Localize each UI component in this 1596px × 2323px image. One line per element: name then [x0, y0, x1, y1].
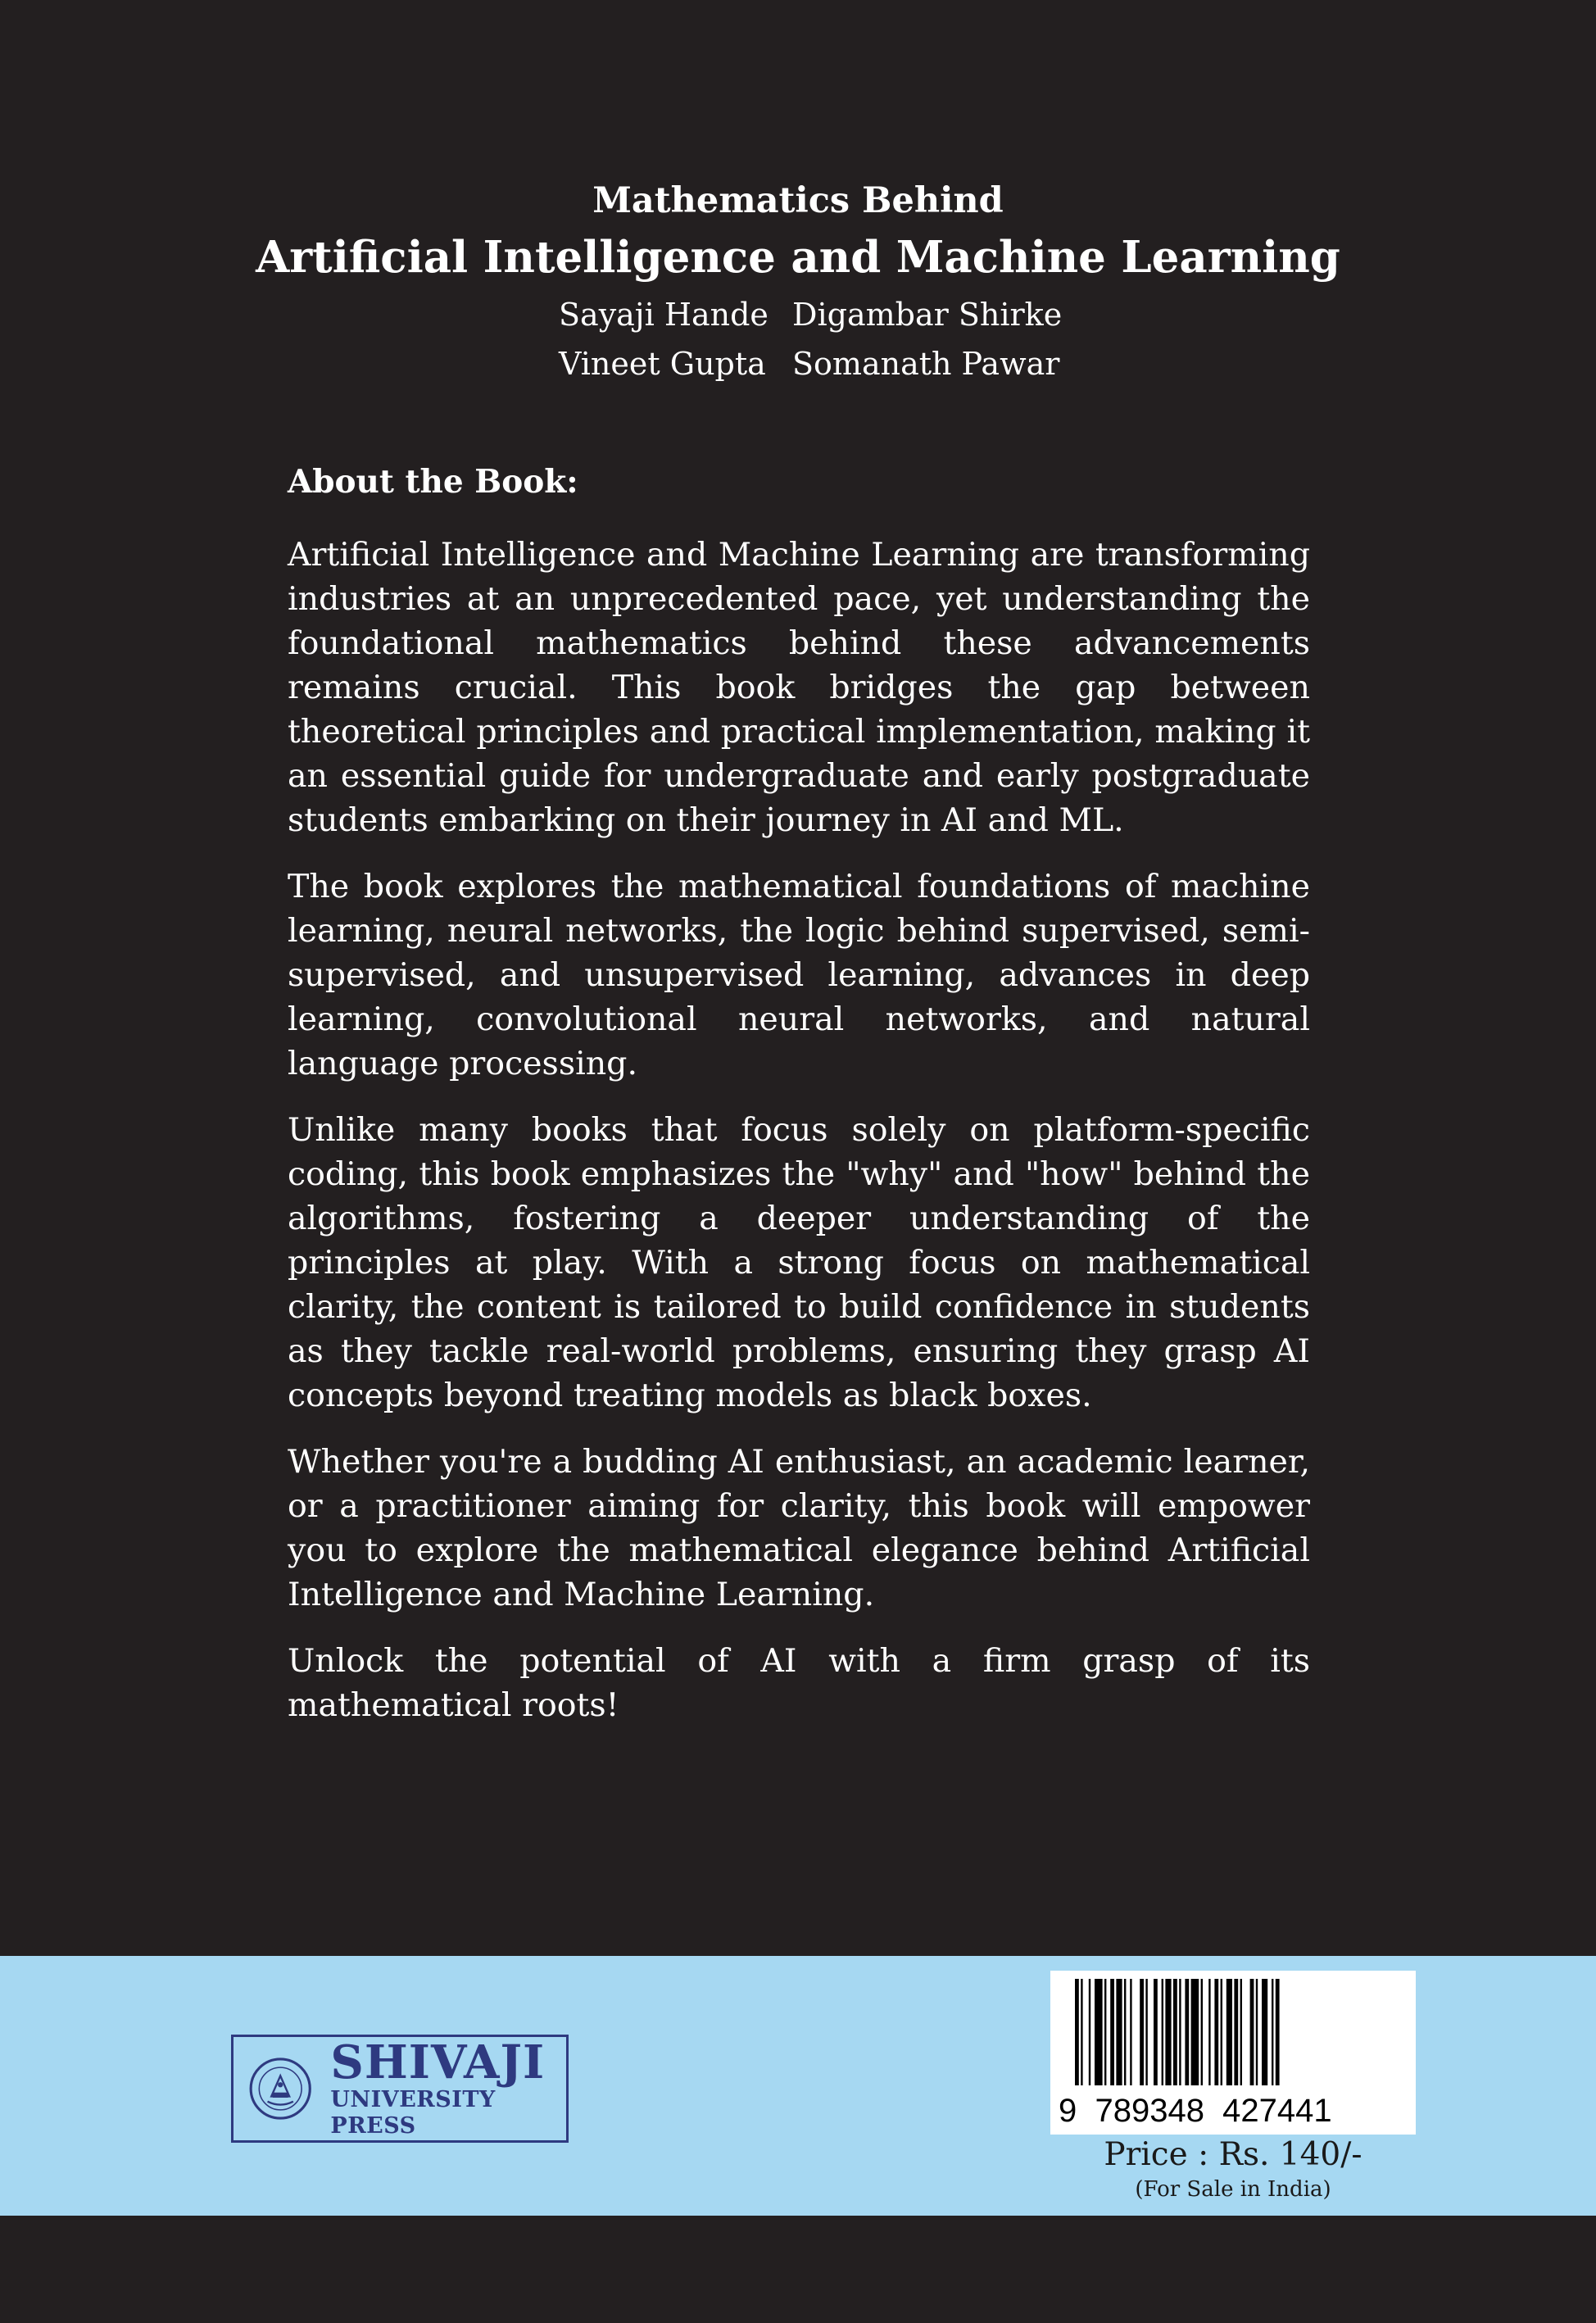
publisher-name: SHIVAJI [330, 2035, 546, 2089]
about-paragraph: Whether you're a budding AI enthusiast, an academic learner, or a practitioner aiming for clarity, this book will empower you to explore the mathematical elegance behind Artificial Intelligence and Machine Learning. [288, 1443, 1310, 1613]
about-paragraph: Artificial Intelligence and Machine Learning are transforming industries at an unprecedented pace, yet understanding the foundational mathematics behind these advancements remains crucial. This book bridges the gap between theoretical principles and practical implementation, making it an essential guide for undergraduate and early postgraduate students embarking on their journey in AI and ML. [288, 536, 1310, 839]
book-heading [0, 176, 1596, 286]
publisher-logo [231, 2035, 569, 2143]
about-paragraph: Unlike many books that focus solely on platform-specific coding, this book emphasizes the "why" and "how" behind the algorithms, fostering a deeper understanding of the principles at play. With a strong focus on mathematical clarity, the content is tailored to build confidence in students as they tackle real-world problems, ensuring they grasp AI concepts beyond treating models as black boxes. [288, 1111, 1310, 1414]
author-name: Vineet Gupta [559, 346, 766, 382]
about-paragraph: Unlock the potential of AI with a firm grasp of its mathematical roots! [288, 1642, 1310, 1724]
price-label: Price : Rs. 140/- [1104, 2136, 1362, 2173]
publisher-wordmark [330, 2035, 566, 2139]
sale-note: (For Sale in India) [1135, 2177, 1331, 2202]
isbn-barcode [1050, 1971, 1416, 2135]
author-list [559, 295, 1063, 383]
author-name: Somanath Pawar [792, 346, 1060, 382]
about-heading: About the Book: [288, 463, 578, 501]
book-subtitle: Mathematics Behind [592, 180, 1004, 221]
isbn-digits: 9 789348 427441 [1059, 2093, 1332, 2129]
university-seal-icon [248, 2053, 312, 2124]
book-title: Artificial Intelligence and Machine Learning [256, 232, 1340, 283]
publisher-subname: UNIVERSITY PRESS [330, 2087, 496, 2139]
about-section [288, 457, 1310, 1749]
barcode-bars-icon [1073, 1979, 1393, 2094]
author-name: Sayaji Hande [559, 297, 769, 333]
about-paragraph: The book explores the mathematical foundations of machine learning, neural networks, the logic behind supervised, semi-supervised, and unsupervised learning, advances in deep learning, convolutional neural networks, and natural language processing. [288, 868, 1310, 1082]
author-name: Digambar Shirke [792, 297, 1063, 333]
